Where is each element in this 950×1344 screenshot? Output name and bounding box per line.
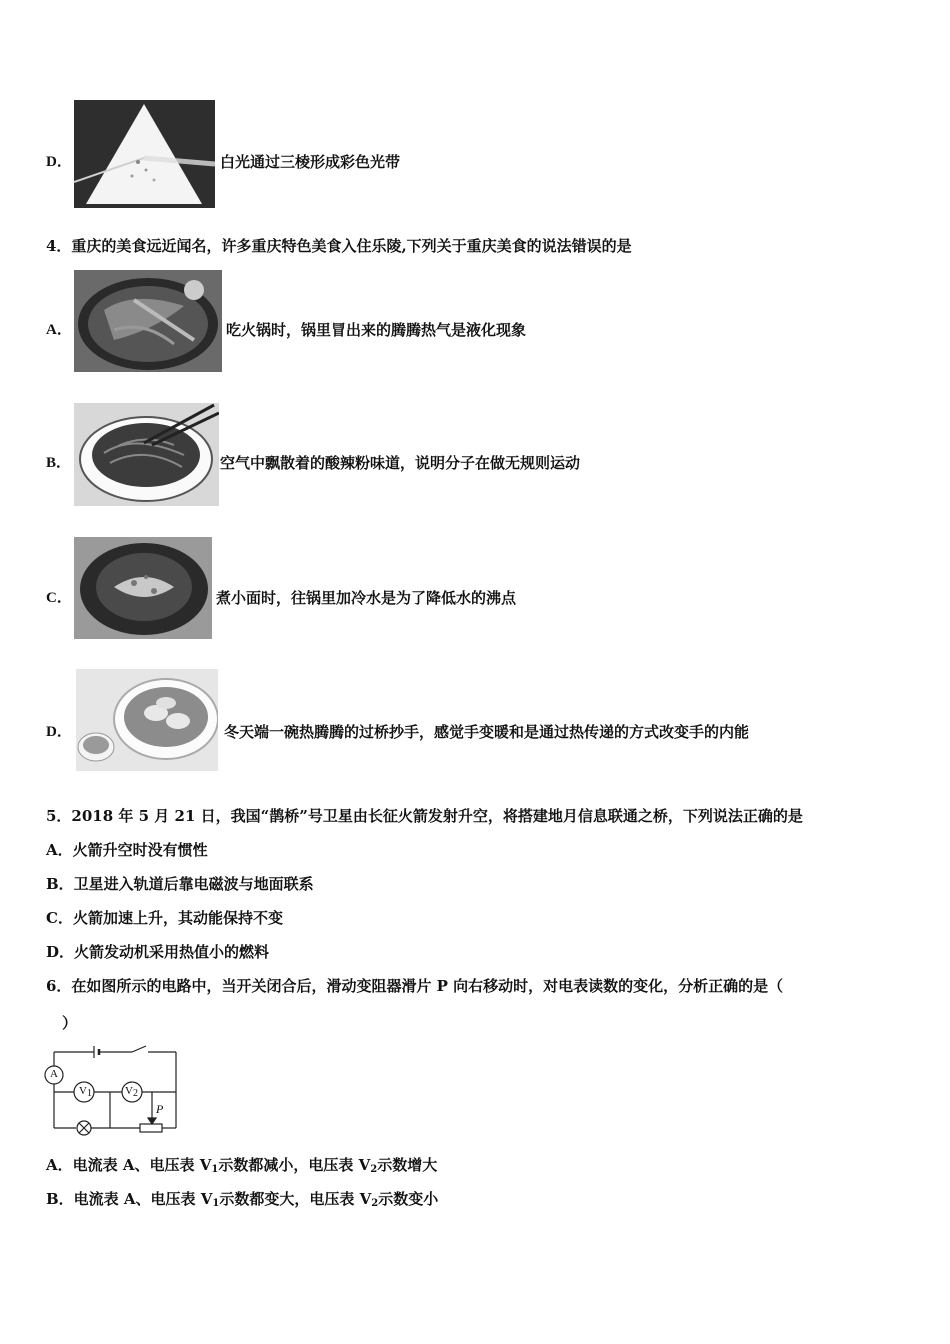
q4-option-a-letter: A． [46, 322, 72, 338]
q6-stem-close: ） [62, 1014, 78, 1032]
q5-option-d: D．火箭发动机采用热值小的燃料 [46, 943, 270, 961]
q5-stem: 5．2018 年 5 月 21 日，我国“鹊桥”号卫星由长征火箭发射升空，将搭建地月信息联通之桥，下列说法正确的是 [46, 807, 803, 825]
q3-option-d-letter: D． [46, 154, 72, 170]
q4-option-a-text: 吃火锅时，锅里冒出来的腾腾热气是液化现象 [226, 321, 527, 339]
prism-photo [74, 100, 215, 208]
small-noodle-photo [74, 537, 212, 639]
q6-option-b: B．电流表 A、电压表 $V_1$示数都变大，电压表 $V_2$示数变小 [46, 1190, 439, 1209]
q5-option-c: C．火箭加速上升，其动能保持不变 [46, 909, 283, 927]
wonton-photo [76, 669, 218, 771]
voltmeter2-label: $V_2$ [125, 1085, 138, 1099]
voltmeter1-label: $V_1$ [79, 1085, 92, 1099]
q4-option-d-letter: D． [46, 724, 72, 740]
ammeter-label: A [50, 1068, 58, 1080]
q4-option-c-text: 煮小面时，往锅里加冷水是为了降低水的沸点 [216, 589, 517, 607]
q6-stem: 6．在如图所示的电路中，当开关闭合后，滑动变阻器滑片 P 向右移动时，对电表读数的变化，分析正确的是（ [46, 977, 784, 995]
slider-p-label: P [156, 1102, 164, 1116]
q4-stem: 4．重庆的美食远近闻名，许多重庆特色美食入住乐陵,下列关于重庆美食的说法错误的是 [46, 237, 632, 255]
q5-option-a: A．火箭升空时没有惯性 [46, 841, 208, 859]
q5-option-b: B．卫星进入轨道后靠电磁波与地面联系 [46, 875, 314, 893]
q3-option-d-text: 白光通过三棱形成彩色光带 [220, 153, 401, 171]
q4-option-c-letter: C． [46, 590, 72, 606]
q4-option-b-letter: B． [46, 455, 72, 471]
noodle-bowl-photo [74, 403, 219, 506]
q4-option-d-text: 冬天端一碗热腾腾的过桥抄手，感觉手变暖和是通过热传递的方式改变手的内能 [224, 723, 750, 741]
circuit-diagram [44, 1042, 184, 1140]
q6-option-a: A．电流表 A、电压表 $V_1$示数都减小，电压表 $V_2$示数增大 [46, 1156, 438, 1175]
q4-option-b-text: 空气中飘散着的酸辣粉味道，说明分子在做无规则运动 [220, 454, 581, 472]
hotpot-photo [74, 270, 222, 372]
